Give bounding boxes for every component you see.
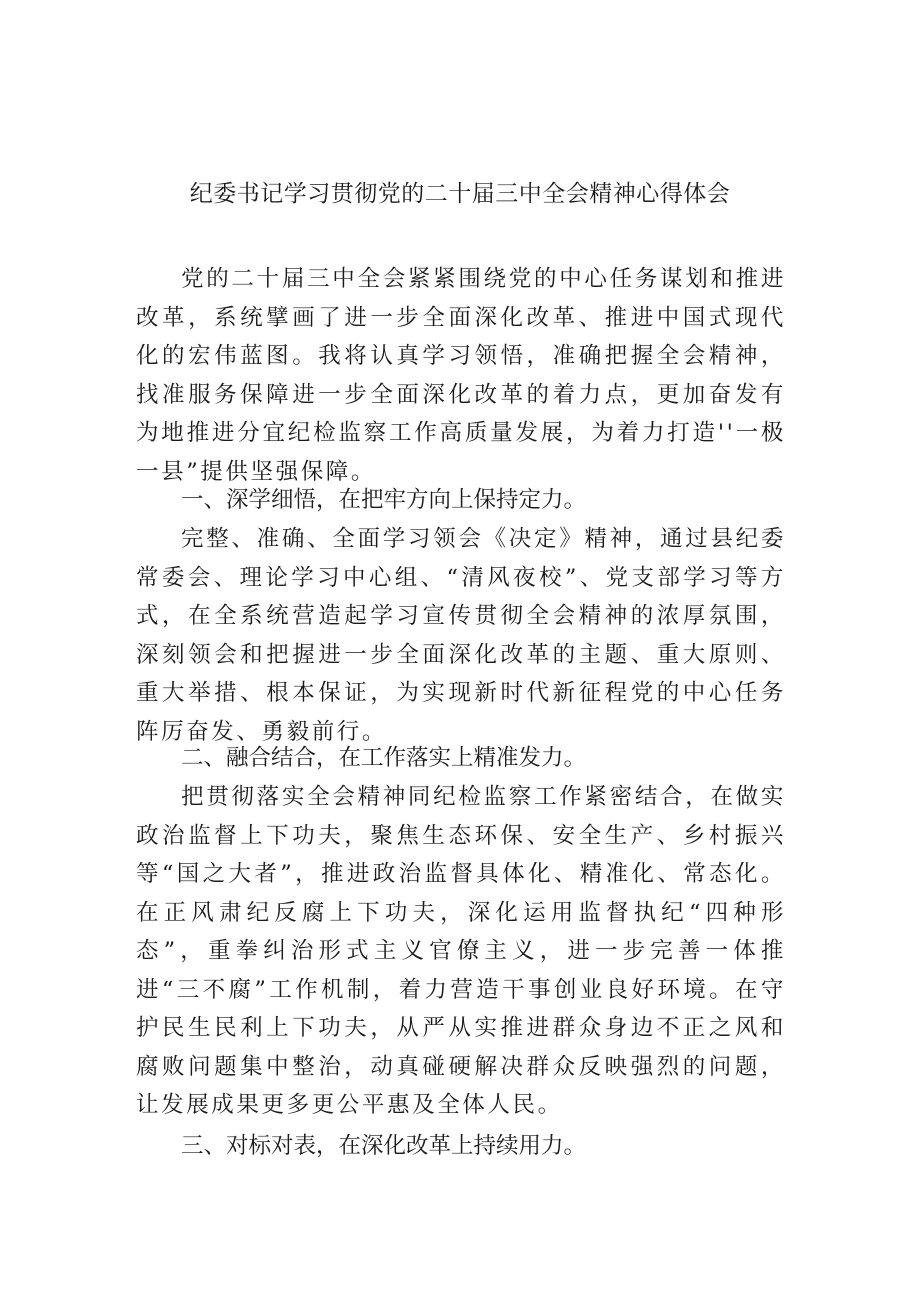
- document-title: 纪委书记学习贯彻党的二十届三中全会精神心得体会: [189, 181, 731, 207]
- paragraph-section-2: 把贯彻落实全会精神同纪检监察工作紧密结合，在做实政治监督上下功夫，聚焦生态环保、安全生产、乡村振兴等“国之大者”，推进政治监督具体化、精准化、常态化。在正风肃纪反腐上下功夫，深化运用监督执纪“四种形态”，重拳纠治形式主义官僚主义，进一步完善一体推进“三不腐”工作机制，着力营造干事创业良好环境。在守护民生民利上下功夫，从严从实推进群众身边不正之风和腐败问题集中整治，动真碰硬解决群众反映强烈的问题，让发展成果更多更公平惠及全体人民。: [136, 784, 786, 1118]
- paragraph-intro: 党的二十届三中全会紧紧围绕党的中心任务谋划和推进改革，系统擘画了进一步全面深化改革、推进中国式现代化的宏伟蓝图。我将认真学习领悟，准确把握全会精神，找准服务保障进一步全面深化改革的着力点，更加奋发有为地推进分宜纪检监察工作高质量发展，为着力打造''一极一县”提供坚强保障。: [136, 266, 786, 485]
- paragraph-section-1: 完整、准确、全面学习领会《决定》精神，通过县纪委常委会、理论学习中心组、“清风夜校”、党支部学习等方式，在全系统营造起学习宣传贯彻全会精神的浓厚氛围，深刻领会和把握进一步全面深化改革的主题、重大原则、重大举措、根本保证，为实现新时代新征程党的中心任务阵厉奋发、勇毅前行。: [136, 526, 786, 745]
- section-heading-1: 一、深学细悟，在把牢方向上保持定力。: [181, 487, 587, 513]
- section-heading-2: 二、融合结合，在工作落实上精准发力。: [181, 745, 587, 771]
- section-heading-3: 三、对标对表，在深化改革上持续用力。: [181, 1133, 587, 1159]
